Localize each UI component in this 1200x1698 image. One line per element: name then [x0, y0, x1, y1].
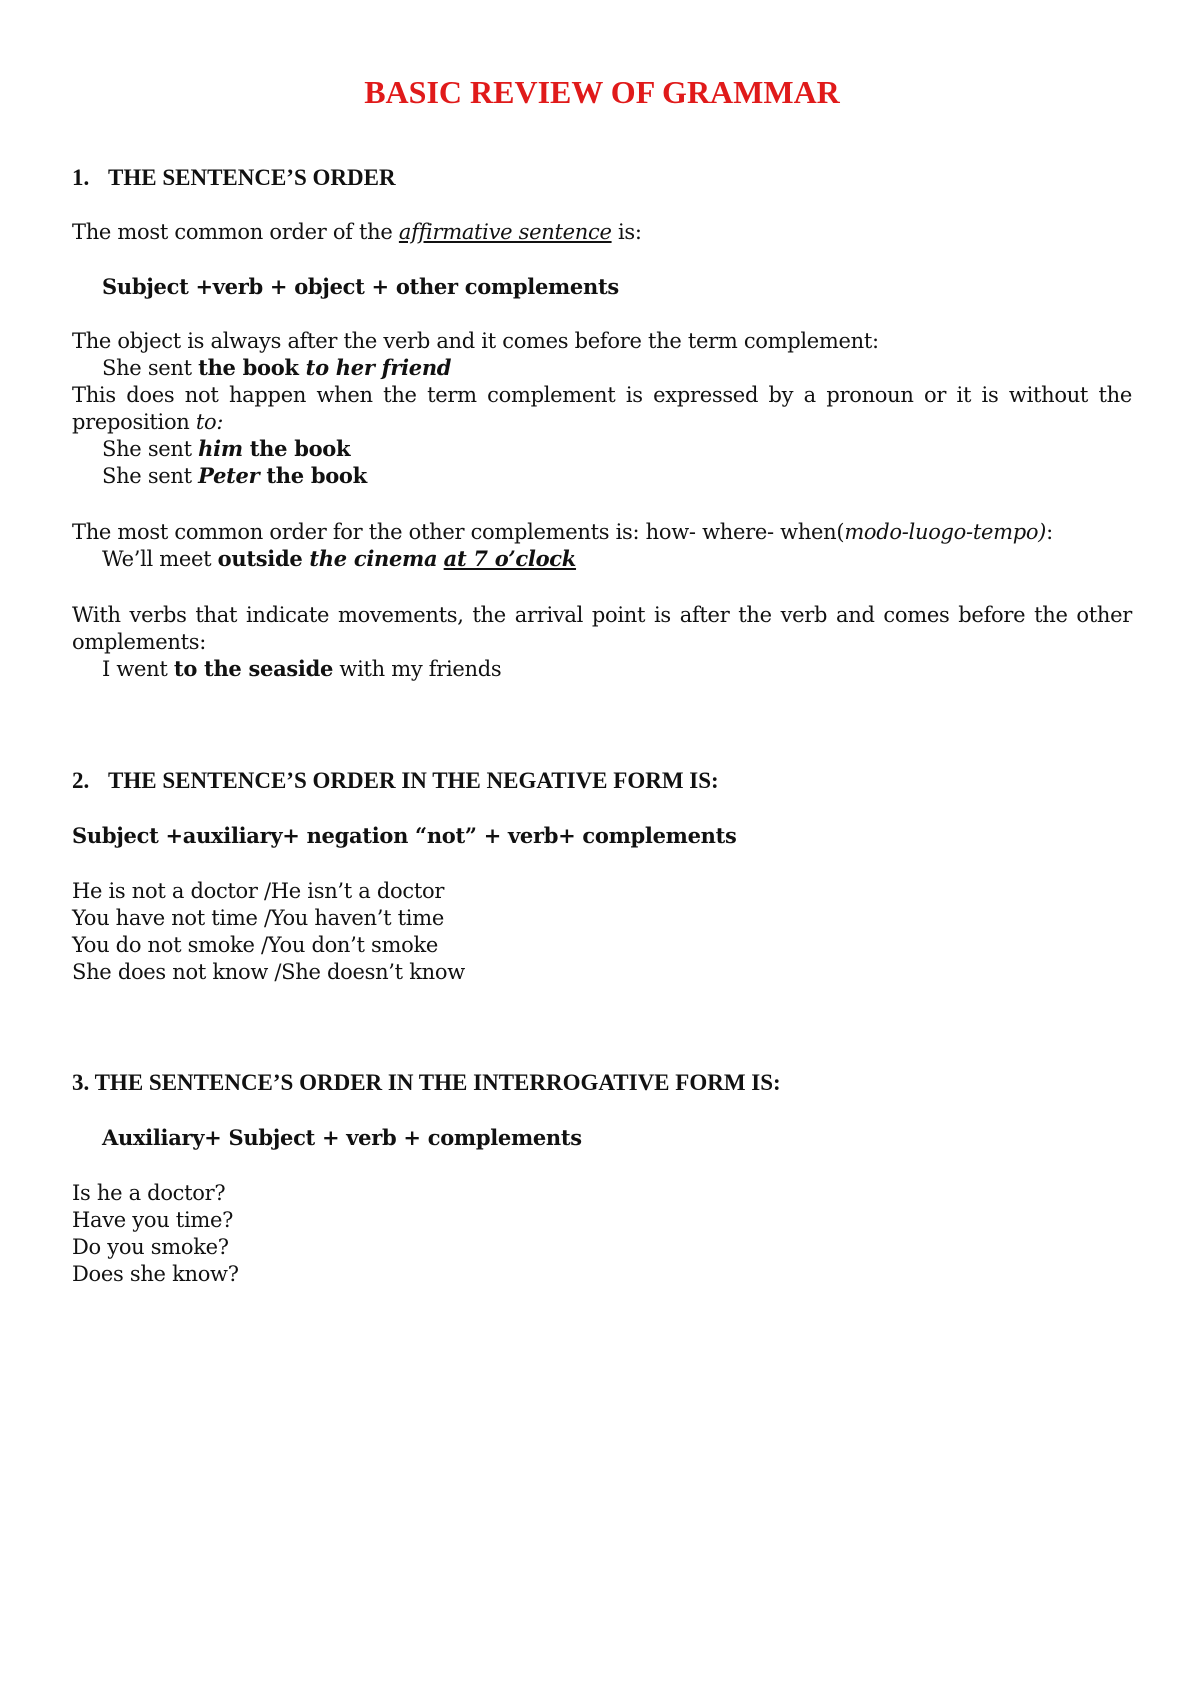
example-bold-italic: the cinema: [309, 546, 438, 571]
interrogative-example: Have you time?: [72, 1208, 234, 1232]
exception-line-1: This does not happen when the term complement is expressed by a pronoun or it is without the: [72, 383, 1132, 407]
order-text-end: :: [1046, 520, 1053, 544]
affirmative-formula: Subject +verb + object + other complements: [102, 274, 619, 299]
order-text: The most common order for the other complements is: how- where- when(: [72, 520, 845, 544]
complements-order: [72, 518, 1053, 546]
section-1-number: 1.: [72, 165, 90, 190]
example-bold-italic: to her friend: [305, 355, 452, 380]
example-text: She sent: [102, 356, 199, 380]
interrogative-example: Does she know?: [72, 1262, 239, 1286]
movement-line-2: omplements:: [72, 630, 206, 654]
example-bold: the book: [198, 355, 306, 380]
negative-example: You do not smoke /You don’t smoke: [72, 933, 439, 957]
example-bold-italic: him: [198, 436, 243, 461]
section-1-heading: [72, 164, 396, 192]
example-bold-italic: Peter: [198, 463, 260, 488]
example-went-to-seaside: [102, 655, 501, 683]
example-text-end: with my friends: [333, 657, 502, 681]
section-2-number: 2.: [72, 768, 90, 793]
interrogative-example: Is he a doctor?: [72, 1181, 226, 1205]
section-3-number: 3.: [72, 1070, 90, 1095]
example-bold: outside: [217, 546, 310, 571]
interrogative-example: Do you smoke?: [72, 1235, 229, 1259]
preposition-to: to:: [195, 410, 224, 434]
example-bold: the book: [259, 463, 367, 488]
intro-text: The most common order of the: [72, 220, 399, 244]
section-3-title: THE SENTENCE’S ORDER IN THE INTERROGATIVE FORM IS:: [94, 1070, 781, 1095]
example-text: She sent: [102, 464, 199, 488]
interrogative-formula: Auxiliary+ Subject + verb + complements: [102, 1125, 582, 1150]
document-title: BASIC REVIEW OF GRAMMAR: [364, 74, 840, 110]
example-bold: to the seaside: [173, 656, 334, 681]
section-2-heading: [72, 767, 719, 795]
exception-text: preposition: [72, 410, 196, 434]
example-bold: the book: [242, 436, 351, 461]
example-text: She sent: [102, 437, 199, 461]
negative-example: You have not time /You haven’t time: [72, 906, 444, 930]
section-3-heading: [72, 1069, 781, 1097]
example-text: We’ll meet: [102, 547, 218, 571]
example-she-sent-him: [102, 435, 350, 463]
example-meet-outside-cinema: [102, 545, 576, 573]
example-bold-italic-underline: at 7 o’clock: [443, 546, 577, 571]
negative-example: He is not a doctor /He isn’t a doctor: [72, 879, 445, 903]
intro-text-end: is:: [611, 220, 642, 244]
exception-line-2: [72, 408, 223, 436]
section-2-title: THE SENTENCE’S ORDER IN THE NEGATIVE FORM IS:: [108, 768, 719, 793]
negative-example: She does not know /She doesn’t know: [72, 960, 465, 984]
movement-line-1: With verbs that indicate movements, the arrival point is after the verb and comes before the other: [72, 603, 1132, 627]
order-italic: modo-luogo-tempo): [844, 520, 1047, 544]
example-she-sent-book-to-friend: [102, 354, 451, 382]
section-1-title: THE SENTENCE’S ORDER: [108, 165, 396, 190]
example-she-sent-peter: [102, 462, 367, 490]
object-rule: The object is always after the verb and it comes before the term complement:: [72, 329, 879, 353]
negative-formula: Subject +auxiliary+ negation “not” + verb+ complements: [72, 823, 737, 848]
example-text: I went: [102, 657, 174, 681]
affirmative-sentence-term: affirmative sentence: [398, 220, 612, 244]
affirmative-intro: [72, 218, 642, 246]
